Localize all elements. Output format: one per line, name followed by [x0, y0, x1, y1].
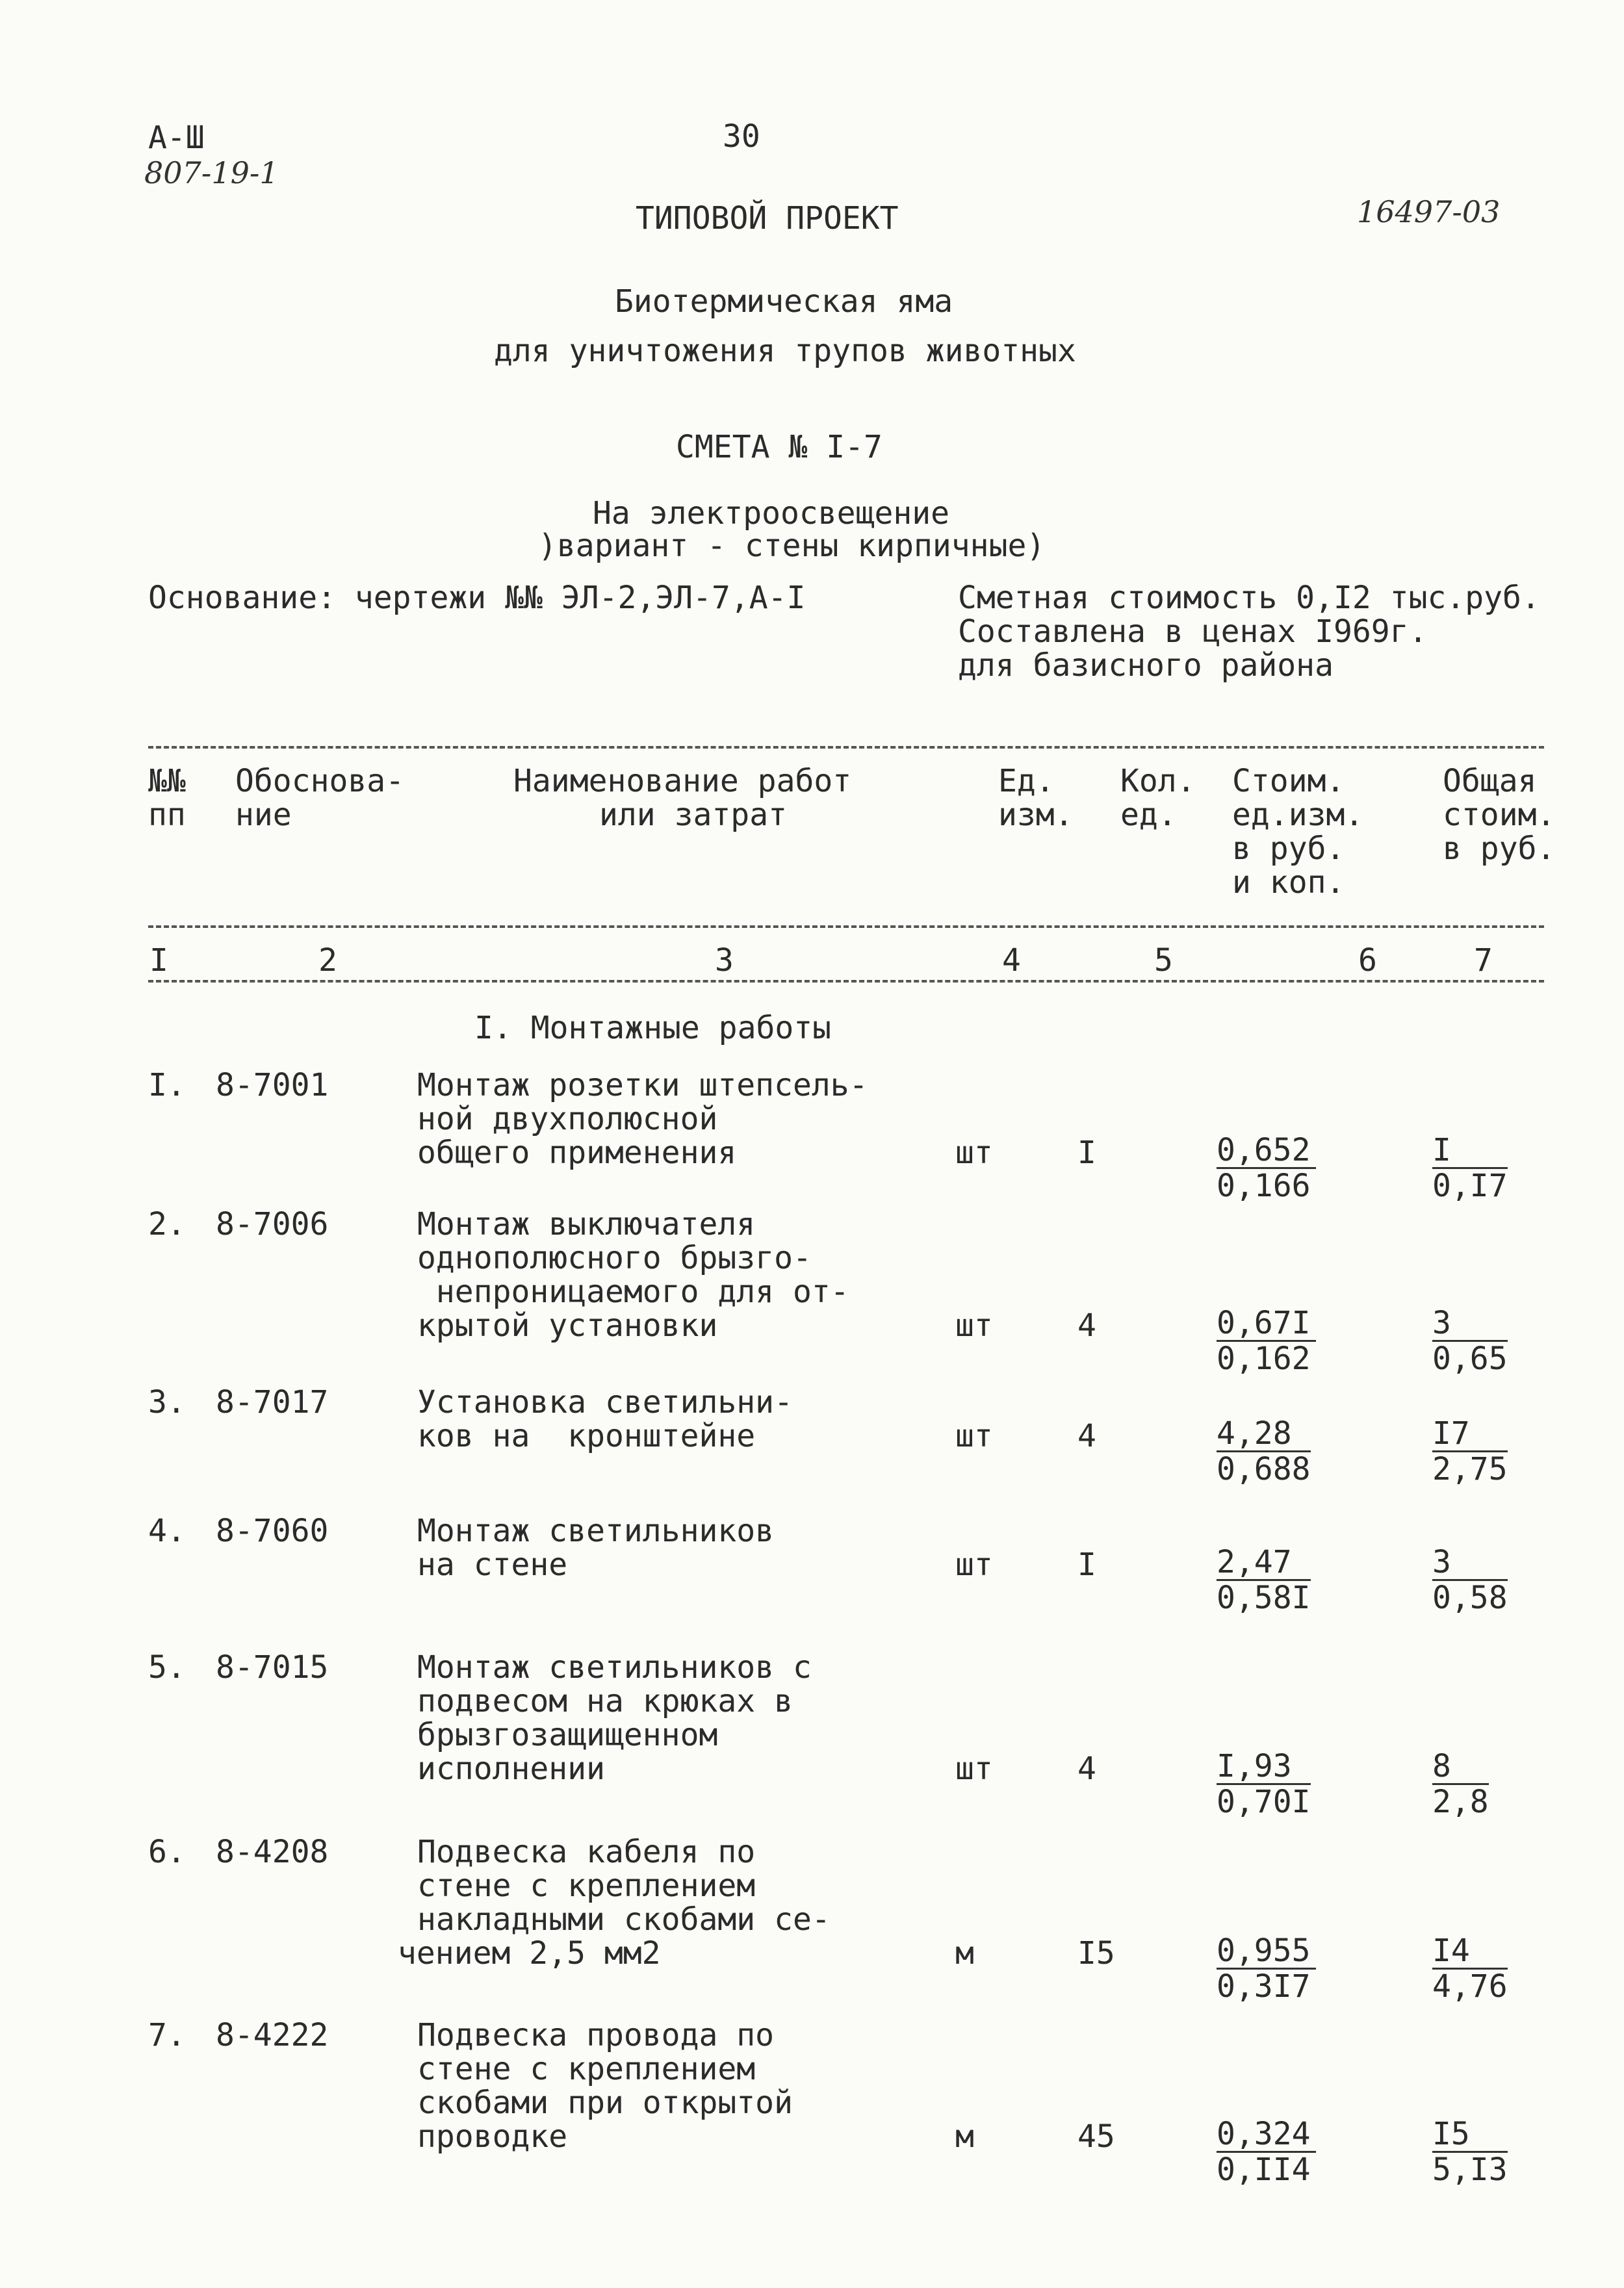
row-code: 8-7060 [216, 1513, 329, 1549]
page-number: 30 [723, 118, 760, 155]
col-number-4: 4 [1002, 942, 1021, 979]
cost-line2: Составлена в ценах I969г. [958, 613, 1428, 650]
top-left-code: А-Ш [148, 120, 205, 156]
row-name-line: накладными скобами се- [417, 1901, 831, 1938]
row-qty: I [1077, 1135, 1096, 1171]
row-name-line: чением 2,5 мм2 [398, 1935, 661, 1972]
row-unit: шт [955, 1547, 993, 1583]
col-header-1-l1: №№ [148, 763, 186, 799]
col-number-5: 5 [1154, 942, 1173, 979]
col-header-1 [148, 764, 186, 832]
total-cost-wages: 5,I3 [1432, 2152, 1508, 2188]
row-name-line: брызгозащищенном [417, 1717, 718, 1753]
row-name-line: Монтаж розетки штепсель- [417, 1067, 868, 1103]
subject-line2: для уничтожения трупов животных [494, 333, 1076, 369]
col-header-4-l1: Ед. [998, 763, 1055, 799]
row-code: 8-7017 [216, 1384, 329, 1420]
row-name-line: исполнении [417, 1751, 605, 1787]
row-name-line: скобами при открытой [417, 2085, 793, 2121]
row-name-line: ной двухполюсной [417, 1101, 718, 1137]
col-header-1-l2: пп [148, 797, 186, 833]
col-header-7 [1443, 764, 1555, 866]
cost-line1: Сметная стоимость 0,I2 тыс.руб. [958, 580, 1540, 616]
col-header-5-l2: ед. [1120, 797, 1177, 833]
row-unit-price [1217, 1934, 1316, 2003]
row-name-line: Подвеска провода по [417, 2017, 775, 2053]
row-name-line: Подвеска кабеля по [417, 1834, 756, 1870]
total-cost-total: I4 [1432, 1934, 1508, 1970]
total-cost-total: 3 [1432, 1306, 1508, 1342]
row-qty: I5 [1077, 1935, 1115, 1972]
row-qty: 4 [1077, 1307, 1096, 1344]
col-header-2 [235, 764, 404, 832]
cost-line3: для базисного района [958, 647, 1334, 684]
row-name-line: на стене [417, 1547, 568, 1583]
row-number: 5. [148, 1649, 186, 1686]
row-unit-price [1217, 1749, 1311, 1819]
unit-price-total: 0,955 [1217, 1934, 1316, 1970]
total-cost-total: I7 [1432, 1417, 1508, 1452]
col-header-2-l1: Обоснова- [235, 763, 405, 799]
subject-line1: Биотермическая яма [615, 283, 953, 320]
row-qty: 4 [1077, 1418, 1096, 1454]
col-header-6-l4: и коп. [1232, 864, 1345, 901]
row-name-line: ков на кронштейне [417, 1418, 756, 1454]
col-number-2: 2 [318, 942, 337, 979]
row-total-cost [1432, 1417, 1508, 1486]
col-header-6-l1: Стоим. [1232, 763, 1345, 799]
row-total-cost [1432, 2117, 1508, 2187]
row-number: 6. [148, 1834, 186, 1870]
row-name-line: подвесом на крюках в [417, 1683, 793, 1719]
row-name-line: проводке [417, 2118, 568, 2155]
doc-title: ТИПОВОЙ ПРОЕКТ [636, 200, 899, 237]
row-total-cost [1432, 1545, 1508, 1615]
col-header-7-l1: Общая [1443, 763, 1537, 799]
total-cost-total: 8 [1432, 1749, 1489, 1785]
top-right-handwritten: 16497-03 [1357, 194, 1501, 229]
col-header-7-l2: стоим. [1443, 797, 1556, 833]
col-header-7-l3: в руб. [1443, 830, 1556, 867]
row-name-line: однополюсного брызго- [417, 1240, 812, 1276]
total-cost-wages: 2,8 [1432, 1784, 1489, 1820]
row-name-line: непроницаемого для от- [417, 1274, 849, 1310]
row-qty: I [1077, 1547, 1096, 1583]
col-number-rule [148, 980, 1544, 983]
col-header-4 [998, 764, 1074, 832]
col-header-4-l2: изм. [998, 797, 1074, 833]
total-cost-wages: 2,75 [1432, 1451, 1508, 1487]
total-cost-wages: 0,I7 [1432, 1168, 1508, 1204]
col-header-5-l1: Кол. [1120, 763, 1196, 799]
row-unit: шт [955, 1418, 993, 1454]
row-total-cost [1432, 1749, 1489, 1819]
row-number: 7. [148, 2017, 186, 2053]
col-header-6-l2: ед.изм. [1232, 797, 1364, 833]
row-name-line: Монтаж светильников [417, 1513, 775, 1549]
unit-price-total: I,93 [1217, 1749, 1311, 1785]
row-unit-price [1217, 1306, 1316, 1376]
row-code: 8-4222 [216, 2017, 329, 2053]
col-header-3-l1: Наименование работ [513, 763, 852, 799]
row-code: 8-7001 [216, 1067, 329, 1103]
col-header-6-l3: в руб. [1232, 830, 1345, 867]
row-unit-price [1217, 2117, 1316, 2187]
row-number: 2. [148, 1206, 186, 1242]
section-title: I. Монтажные работы [474, 1010, 832, 1046]
col-header-2-l2: ние [235, 797, 292, 833]
total-cost-wages: 0,65 [1432, 1341, 1508, 1377]
row-name-line: стене с креплением [417, 2051, 756, 2087]
col-header-5 [1120, 764, 1196, 832]
col-header-6 [1232, 764, 1363, 899]
row-total-cost [1432, 1306, 1508, 1376]
row-number: 4. [148, 1513, 186, 1549]
row-number: 3. [148, 1384, 186, 1420]
row-unit: шт [955, 1135, 993, 1171]
unit-price-wages: 0,II4 [1217, 2152, 1311, 2188]
row-name-line: стене с креплением [417, 1868, 756, 1904]
unit-price-wages: 0,70I [1217, 1784, 1311, 1820]
unit-price-wages: 0,58I [1217, 1580, 1311, 1616]
unit-price-total: 0,324 [1217, 2117, 1316, 2153]
unit-price-total: 2,47 [1217, 1545, 1311, 1581]
col-number-3: 3 [715, 942, 734, 979]
row-unit-price [1217, 1417, 1311, 1486]
row-total-cost [1432, 1934, 1508, 2003]
total-cost-wages: 4,76 [1432, 1968, 1508, 2005]
total-cost-total: I5 [1432, 2117, 1508, 2153]
unit-price-wages: 0,3I7 [1217, 1968, 1311, 2005]
col-header-3-l2: или затрат [599, 797, 787, 833]
total-cost-total: 3 [1432, 1545, 1508, 1581]
row-qty: 4 [1077, 1751, 1096, 1787]
row-unit: шт [955, 1751, 993, 1787]
total-cost-wages: 0,58 [1432, 1580, 1508, 1616]
row-unit-price [1217, 1133, 1316, 1203]
row-name-line: крытой установки [417, 1307, 718, 1344]
unit-price-total: 0,652 [1217, 1133, 1316, 1169]
row-unit-price [1217, 1545, 1311, 1615]
unit-price-total: 4,28 [1217, 1417, 1311, 1452]
col-header-3 [513, 764, 851, 832]
row-name-line: Монтаж выключателя [417, 1206, 756, 1242]
row-code: 8-7006 [216, 1206, 329, 1242]
header-top-rule [148, 746, 1544, 749]
row-unit: м [955, 2118, 974, 2155]
row-code: 8-4208 [216, 1834, 329, 1870]
row-qty: 45 [1077, 2118, 1115, 2155]
col-number-7: 7 [1474, 942, 1493, 979]
total-cost-total: I [1432, 1133, 1508, 1169]
row-name-line: общего применения [417, 1135, 737, 1171]
unit-price-wages: 0,688 [1217, 1451, 1311, 1487]
unit-price-wages: 0,166 [1217, 1168, 1311, 1204]
row-total-cost [1432, 1133, 1508, 1203]
row-name-line: Установка светильни- [417, 1384, 793, 1420]
row-code: 8-7015 [216, 1649, 329, 1686]
basis-text: Основание: чертежи №№ ЭЛ-2,ЭЛ-7,А-I [148, 580, 806, 616]
row-unit: шт [955, 1307, 993, 1344]
estimate-title: СМЕТА № I-7 [676, 429, 883, 465]
estimate-sub1: На электроосвещение [593, 495, 950, 532]
row-unit: м [955, 1935, 974, 1972]
row-name-line: Монтаж светильников с [417, 1649, 812, 1686]
col-number-6: 6 [1358, 942, 1377, 979]
header-bottom-rule [148, 925, 1544, 928]
estimate-sub2: )вариант - стены кирпичные) [538, 528, 1046, 564]
row-number: I. [148, 1067, 186, 1103]
col-number-1: I [149, 942, 168, 979]
top-left-handwritten: 807-19-1 [144, 155, 279, 190]
unit-price-total: 0,67I [1217, 1306, 1316, 1342]
unit-price-wages: 0,162 [1217, 1341, 1311, 1377]
